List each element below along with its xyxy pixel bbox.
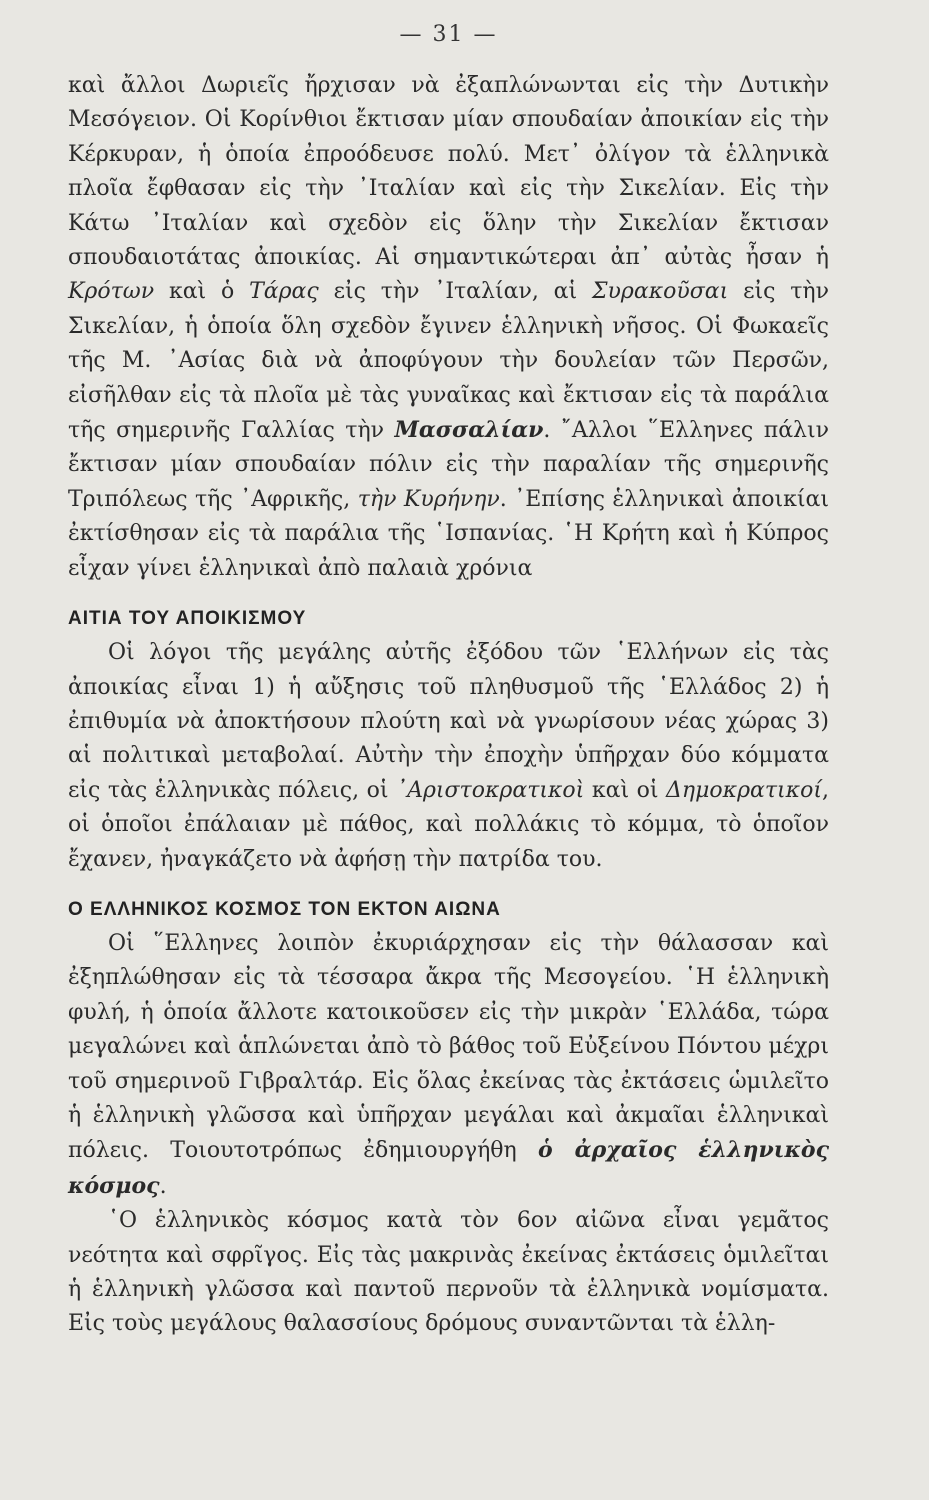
text-run: καὶ ὁ (154, 279, 250, 305)
paragraph-greek-world (68, 927, 829, 1204)
section-heading-causes: ΑΙΤΙΑ ΤΟΥ ΑΠΟΙΚΙΣΜΟΥ (68, 608, 307, 630)
text-run: . (159, 1173, 167, 1199)
italic-term-democrats: Δημοκρατικοί (666, 777, 822, 803)
paragraph-colonies (68, 69, 829, 586)
italic-term-kyrene: τὴν Κυρήνην (357, 486, 500, 512)
text-run: καὶ ἄλλοι Δωριεῖς ἤρχισαν νὰ ἐξαπλώνωνται εἰς τὴν Δυτικὴν Μεσόγειον. Οἱ Κορίνθιοι ἔκτισαν μίαν σπουδαίαν ἀποικίαν εἰς τὴν Κέρκυραν, ἡ ὁποία ἐπροόδευσε πολύ. Μετ᾿ ὀλίγον τὰ ἑλληνικὰ πλοῖα ἔφθασαν εἰς τὴν ᾿Ιταλίαν καὶ εἰς τὴν Σικελίαν. Εἰς τὴν Κάτω ᾿Ιταλίαν καὶ σχεδὸν εἰς ὅλην τὴν Σικελίαν ἔκτισαν σπουδαιοτάτας ἀποικίας. Αἱ σημαντικώτεραι ἀπ᾿ αὐτὰς ἦσαν ἡ (68, 73, 829, 271)
text-run: , οἱ ὁποῖοι ἐπάλαιαν μὲ πάθος, καὶ πολλάκις τὸ κόμμα, τὸ ὁποῖον ἔχανεν, ἠναγκάζετο νὰ ἀφήσῃ τὴν πατρίδα του. (68, 777, 829, 872)
italic-term-aristocrats: ᾿Αριστοκρατικοὶ (396, 777, 585, 803)
italic-term-taras: Τάρας (249, 279, 319, 305)
text-run: καὶ οἱ (584, 777, 667, 803)
text-run: Οἱ ῞Ελληνες λοιπὸν ἐκυριάρχησαν εἰς τὴν θάλασσαν καὶ ἐξηπλώθησαν εἰς τὰ τέσσαρα ἄκρα τῆς Μεσογείου. ῾Η ἑλληνικὴ φυλή, ἡ ὁποία ἄλλοτε κατοικοῦσεν εἰς τὴν μικρὰν ῾Ελλάδα, τώρα μεγαλώνει καὶ ἁπλώνεται ἀπὸ τὸ βάθος τοῦ Εὐξείνου Πόντου μέχρι τοῦ σημερινοῦ Γιβραλτάρ. Εἰς ὅλας ἐκείνας τὰς ἐκτάσεις ὡμιλεῖτο ἡ ἑλληνικὴ γλῶσσα καὶ ὑπῆρχαν μεγάλαι καὶ ἀκμαῖαι ἑλληνικαὶ πόλεις. Τοιουτοτρόπως ἐδημιουργήθη (68, 930, 829, 1164)
text-run: εἰς τὴν Σικελίαν, ἡ ὁποία ὅλη σχεδὸν ἔγινεν ἑλληνικὴ νῆσος. Οἱ Φωκαεῖς τῆς Μ. ᾿Ασίας διὰ νὰ ἀποφύγουν τὴν δουλείαν τῶν Περσῶν, εἰσῆλθαν εἰς τὰ πλοῖα μὲ τὰς γυναῖκας καὶ ἔκτισαν εἰς τὰ παράλια τῆς σημερινῆς Γαλλίας τὴν (68, 279, 829, 444)
bold-term-massalia: Μασσαλίαν (394, 417, 544, 444)
text-run: Οἱ λόγοι τῆς μεγάλης αὐτῆς ἐξόδου τῶν ῾Ελλήνων εἰς τὰς ἀποικίας εἶναι 1) ἡ αὔξησις τοῦ πληθυσμοῦ τῆς ῾Ελλάδος 2) ἡ ἐπιθυμία νὰ ἀποκτήσουν πλούτη καὶ νὰ γνωρίσουν νέας χώρας 3) αἱ πολιτικαὶ μεταβολαί. Αὐτὴν τὴν ἐποχὴν ὑπῆρχαν δύο κόμματα εἰς τὰς ἑλληνικὰς πόλεις, οἱ (68, 640, 829, 803)
page-number: — 31 — (399, 22, 498, 47)
text-run: . ῎Αλλοι ῞Ελληνες πάλιν ἔκτισαν μίαν σπουδαίαν πόλιν εἰς τὴν παραλίαν τῆς σημερινῆς Τριπόλεως τῆς ᾿Αφρικῆς, (68, 418, 829, 512)
paragraph-causes (68, 636, 829, 877)
italic-term-kroton: Κρότων (68, 279, 155, 305)
italic-term-syracuse: Συρακοῦσαι (591, 279, 729, 305)
text-run: εἰς τὴν ᾿Ιταλίαν, αἱ (318, 279, 592, 305)
section-heading-greek-world: Ο ΕΛΛΗΝΙΚΟΣ ΚΟΣΜΟΣ ΤΟΝ ΕΚΤΟΝ ΑΙΩΝΑ (68, 898, 501, 920)
text-run: . ᾿Επίσης ἑλληνικαὶ ἀποικίαι ἐκτίσθησαν εἰς τὰ παράλια τῆς ῾Ισπανίας. ῾Η Κρήτη καὶ ἡ Κύπρος εἶχαν γίνει ἑλληνικαὶ ἀπὸ παλαιὰ χρόνια (68, 486, 829, 581)
paragraph-sixth-century: ῾Ο ἑλληνικὸς κόσμος κατὰ τὸν 6ον αἰῶνα εἶναι γεμᾶτος νεότητα καὶ σφρῖγος. Εἰς τὰς μακρινὰς ἐκείνας ἐκτάσεις ὁμιλεῖται ἡ ἑλληνικὴ γλῶσσα καὶ παντοῦ περνοῦν τὰ ἑλληνικὰ νομίσματα. Εἰς τοὺς μεγάλους θαλασσίους δρόμους συναντῶνται τὰ ἑλλη- (68, 1208, 829, 1337)
bold-term-ancient-greek-world: ὁ ἀρχαῖος ἑλληνικὸς κόσμος (68, 1137, 829, 1199)
